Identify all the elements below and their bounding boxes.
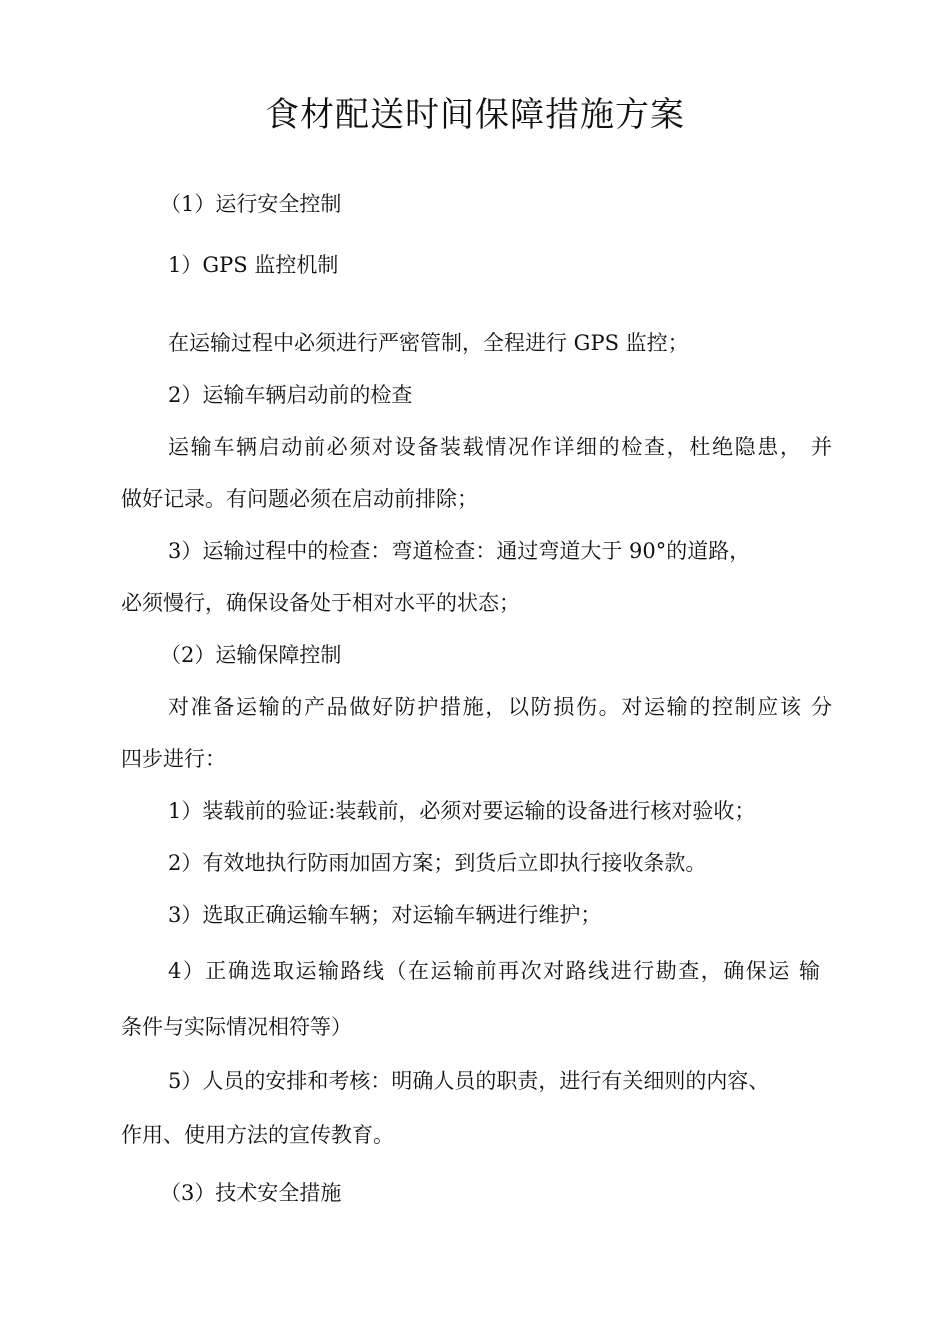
heading-operation-safety-control: （1）运行安全控制	[160, 192, 342, 216]
heading-technical-safety-measures: （3）技术安全措施	[160, 1181, 342, 1205]
paragraph-line: 作用、使用方法的宣传教育。	[121, 1123, 394, 1147]
subheading-pre-start-inspection: 2）运输车辆启动前的检查	[168, 383, 413, 407]
list-item: 4）正确选取运输路线（在运输前再次对路线进行勘查，确保运 输	[168, 959, 820, 983]
list-item: 1）装载前的验证:装载前，必须对要运输的设备进行核对验收；	[168, 799, 756, 823]
paragraph-line: 做好记录。有问题必须在启动前排除；	[121, 487, 478, 511]
paragraph-line: 3）运输过程中的检查：弯道检查：通过弯道大于 90°的道路，	[168, 539, 751, 563]
paragraph-line: 条件与实际情况相符等）	[121, 1015, 352, 1039]
paragraph-line: 运输车辆启动前必须对设备装载情况作详细的检查，杜绝隐患， 并	[168, 435, 832, 459]
heading-transport-guarantee-control: （2）运输保障控制	[160, 643, 342, 667]
list-item: 2）有效地执行防雨加固方案；到货后立即执行接收条款。	[168, 851, 707, 875]
list-item: 5）人员的安排和考核：明确人员的职责，进行有关细则的内容、	[168, 1069, 770, 1093]
list-item: 3）选取正确运输车辆；对运输车辆进行维护；	[168, 903, 602, 927]
paragraph-line: 必须慢行，确保设备处于相对水平的状态；	[121, 591, 520, 615]
document-title: 食材配送时间保障措施方案	[265, 95, 685, 135]
paragraph-line: 四步进行：	[121, 747, 226, 771]
paragraph-line: 在运输过程中必须进行严密管制，全程进行 GPS 监控；	[168, 331, 689, 355]
paragraph-line: 对准备运输的产品做好防护措施，以防损伤。对运输的控制应该 分	[168, 695, 832, 719]
subheading-gps-monitoring: 1）GPS 监控机制	[168, 253, 339, 277]
